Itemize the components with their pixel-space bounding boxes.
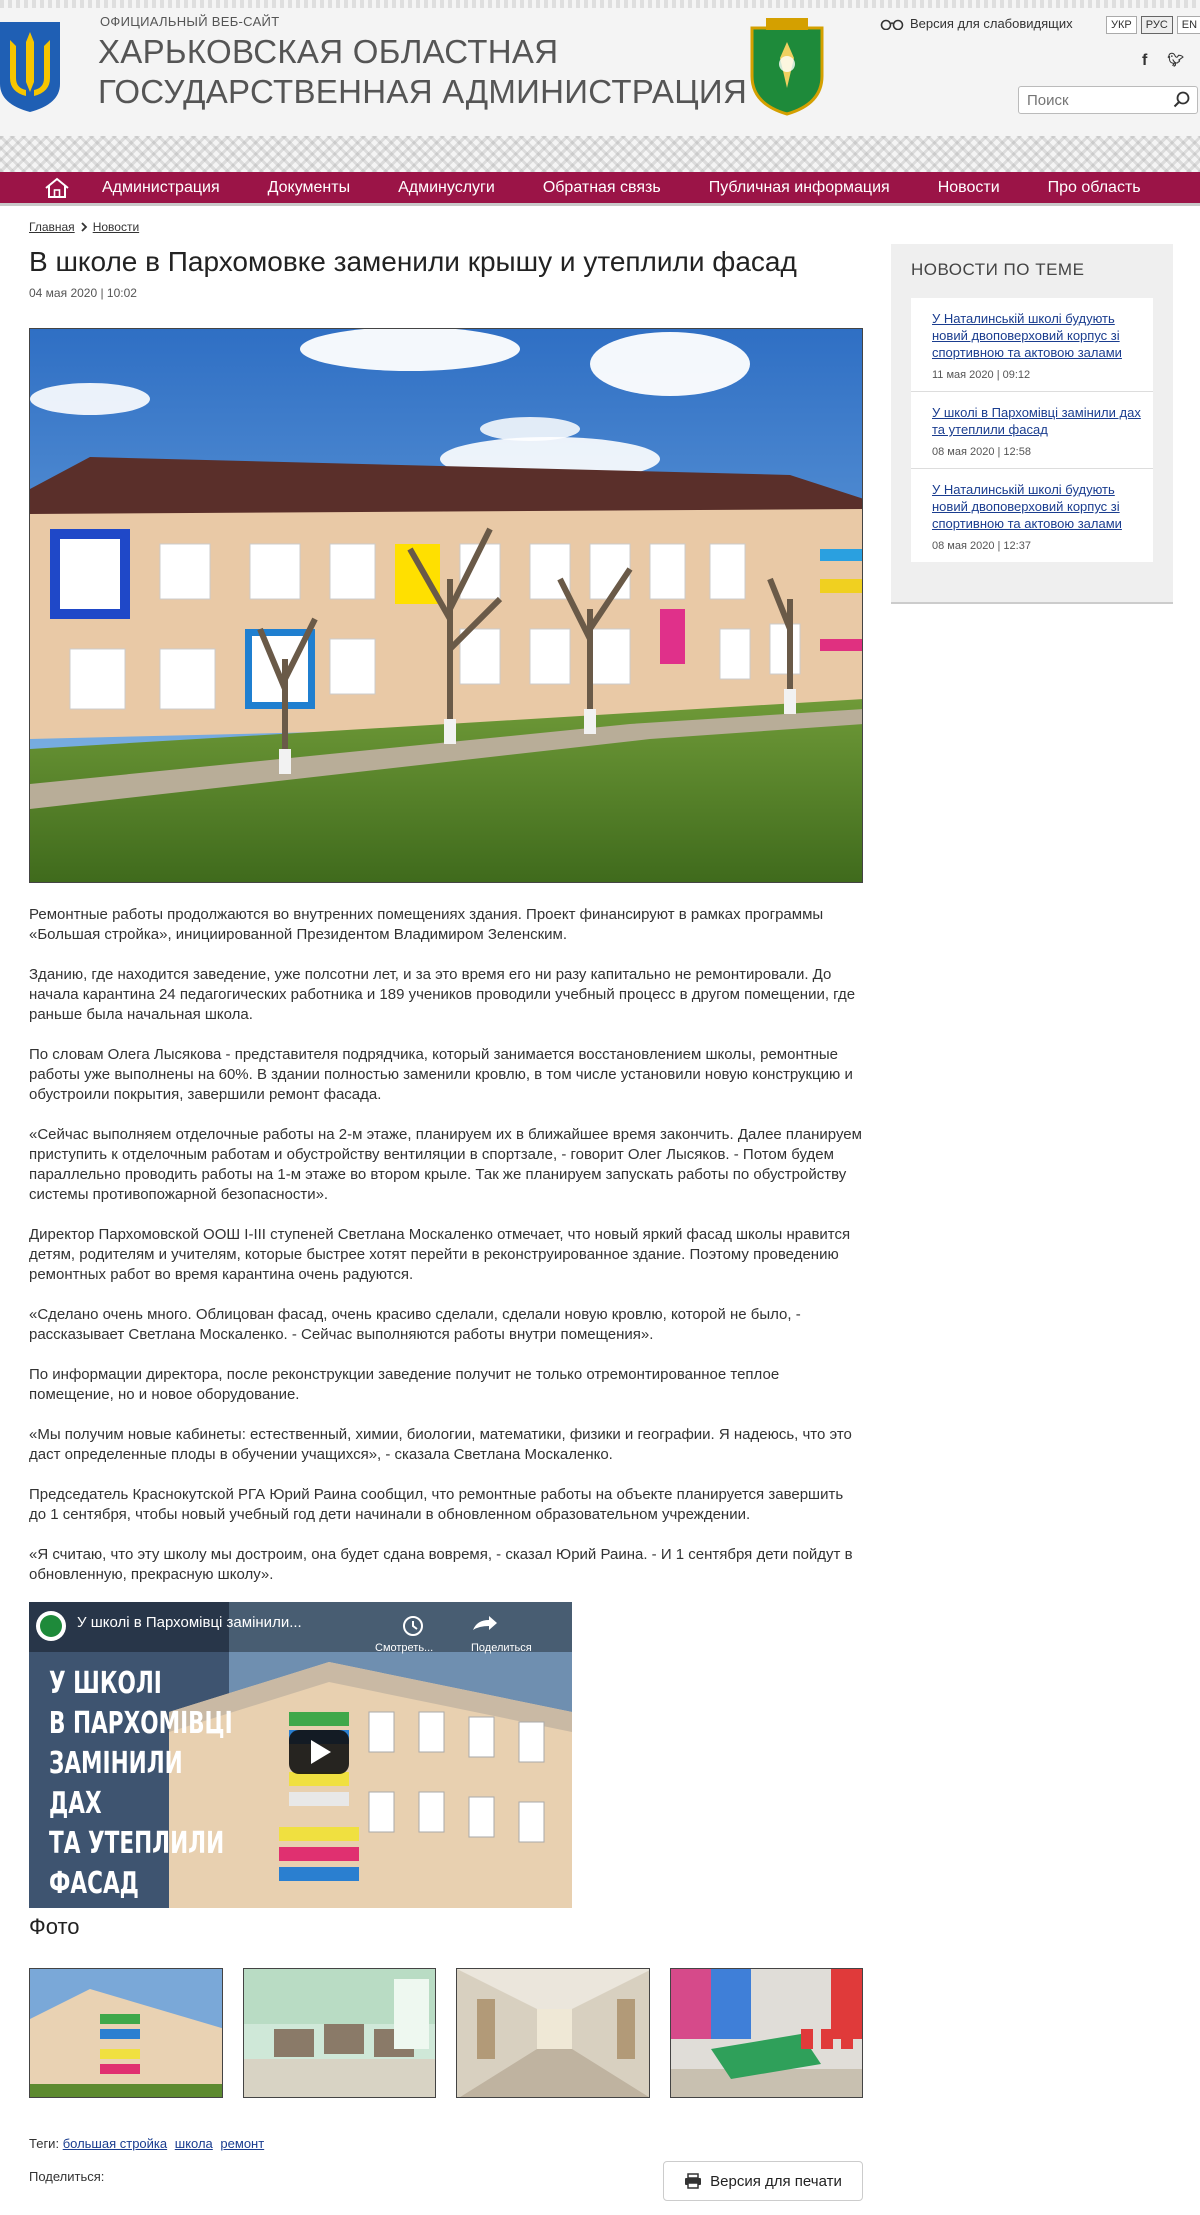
tag-link[interactable]: ремонт bbox=[220, 2136, 265, 2151]
related-news-link[interactable]: У Наталинській школі будують новий двоповерховий корпус зі спортивною та актовою залами bbox=[932, 482, 1122, 531]
article-paragraph: Ремонтные работы продолжаются во внутренних помещениях здания. Проект финансируют в рамках программы «Большая стройка», инициированной Президентом Владимиром Зеленским. bbox=[29, 906, 824, 943]
article-paragraph: По словам Олега Лысякова - представителя подрядчика, который занимается восстановлением школы, ремонтные работы уже выполнены на 60%. В здании полностью заменили кровлю, в том числе установили новую конструкцию и обустроили покрытия, завершили ремонт фасада. bbox=[29, 1046, 853, 1103]
tags-row bbox=[29, 2136, 863, 2151]
video-watch-later[interactable]: Смотреть... bbox=[375, 1642, 434, 1654]
article-paragraph: По информации директора, после реконструкции заведение получит не только отремонтированное теплое помещение, но и новое оборудование. bbox=[29, 1366, 780, 1403]
breadcrumb-home[interactable]: Главная bbox=[29, 220, 75, 234]
trident-logo-icon[interactable] bbox=[0, 22, 66, 112]
breadcrumb bbox=[29, 220, 139, 234]
photo-thumbnail[interactable] bbox=[670, 1968, 864, 2098]
related-news-date: 08 мая 2020 | 12:58 bbox=[932, 446, 1031, 458]
main-nav bbox=[0, 172, 1200, 206]
photo-gallery bbox=[29, 1968, 863, 2098]
article-hero-image[interactable] bbox=[29, 328, 863, 883]
nav-public-info[interactable]: Публичная информация bbox=[708, 178, 890, 196]
lang-rus[interactable]: РУС bbox=[1141, 16, 1173, 34]
article-date: 04 мая 2020 | 10:02 bbox=[29, 286, 137, 300]
video-overlay-line: У ШКОЛІ bbox=[49, 1666, 162, 1701]
site-header bbox=[0, 0, 1200, 172]
printer-icon bbox=[684, 2173, 702, 2189]
photo-thumbnail[interactable] bbox=[456, 1968, 650, 2098]
video-share[interactable]: Поделиться bbox=[471, 1642, 532, 1654]
facebook-icon[interactable]: f bbox=[1142, 52, 1148, 69]
social-links bbox=[1142, 52, 1184, 70]
video-player[interactable] bbox=[29, 1602, 572, 1908]
lang-ukr[interactable]: УКР bbox=[1106, 16, 1137, 34]
article-paragraph: «Сделано очень много. Облицован фасад, очень красиво сделали, сделали новую кровлю, которой не было, - рассказывает Светлана Москаленко. - Сейчас выполняются работы внутри помещения». bbox=[29, 1306, 801, 1343]
related-news-item bbox=[911, 468, 1153, 562]
related-news-item bbox=[911, 391, 1153, 468]
tags-label: Теги: bbox=[29, 2136, 60, 2151]
lang-en[interactable]: EN bbox=[1177, 16, 1200, 34]
video-overlay-line: ДАХ bbox=[49, 1786, 102, 1821]
video-title[interactable]: У школі в Пархомівці замінили... bbox=[77, 1614, 302, 1631]
home-icon[interactable] bbox=[42, 177, 72, 199]
site-title-line-1: ХАРЬКОВСКАЯ ОБЛАСТНАЯ bbox=[98, 33, 559, 70]
nav-about-region[interactable]: Про область bbox=[1047, 178, 1141, 196]
site-title[interactable] bbox=[98, 32, 747, 112]
search-box bbox=[1018, 86, 1198, 114]
video-overlay-line: В ПАРХОМІВЦІ bbox=[49, 1706, 233, 1741]
article-column bbox=[29, 244, 863, 2209]
article-paragraph: «Сейчас выполняем отделочные работы на 2-м этаже, планируем их в ближайшее время закончить. Далее планируем приступить к отделочным работам и обустройству вентиляции в спортзале, - говорит Олег Лысяков. - Потом будем параллельно проводить работы на 1-м этаже во втором крыле. Так же планируем запускать работы по обустройству системы противопожарной безопасности». bbox=[29, 1126, 862, 1203]
nav-administration[interactable]: Администрация bbox=[102, 178, 220, 196]
tag-link[interactable]: школа bbox=[174, 2136, 213, 2151]
share-label: Поделиться: bbox=[29, 2169, 105, 2184]
article-body bbox=[29, 905, 863, 1585]
article-paragraph: Председатель Краснокутской РГА Юрий Раина сообщил, что ремонтные работы на объекте планируется завершить до 1 сентября, чтобы новый учебный год дети начинали в обновленном образовательном учреждении. bbox=[29, 1486, 844, 1523]
article-title: В школе в Пархомовке заменили крышу и утеплили фасад bbox=[29, 246, 797, 277]
kharkiv-oblast-crest-icon bbox=[746, 18, 828, 116]
article-paragraph: «Мы получим новые кабинеты: естественный, химии, биологии, математики, физики и географии. Я надеюсь, что это даст определенные плоды в обучении учащихся», - сказала Светлана Москаленко. bbox=[29, 1426, 852, 1463]
nav-feedback[interactable]: Обратная связь bbox=[542, 178, 661, 196]
related-news-item bbox=[911, 298, 1153, 391]
article-paragraph: Директор Пархомовской ООШ I-III ступеней Светлана Москаленко отмечает, что новый яркий фасад школы нравится детям, родителям и учителям, которые быстрее хотят перейти в реконструированное здание. Поэтому проведению ремонтных работ во время карантина очень радуются. bbox=[29, 1226, 851, 1283]
tag-link[interactable]: большая стройка bbox=[62, 2136, 168, 2151]
article-paragraph: Зданию, где находится заведение, уже полсотни лет, и за это время его ни разу капитально не ремонтировали. До начала карантина 24 педагогических работника и 189 учеников проводили учебный процесс в другом помещении, где раньше была начальная школа. bbox=[29, 966, 856, 1023]
twitter-icon[interactable]: 🐦︎ bbox=[1167, 52, 1184, 67]
chevron-right-icon bbox=[79, 222, 89, 232]
photos-heading: Фото bbox=[29, 1914, 80, 1939]
print-version-button[interactable] bbox=[663, 2161, 863, 2201]
low-vision-label: Версия для слабовидящих bbox=[910, 16, 1073, 31]
glasses-icon bbox=[880, 18, 904, 30]
photo-thumbnail[interactable] bbox=[29, 1968, 223, 2098]
language-switcher bbox=[1106, 16, 1200, 34]
photo-thumbnail[interactable] bbox=[243, 1968, 437, 2098]
school-building-photo bbox=[30, 329, 863, 883]
print-version-label: Версия для печати bbox=[710, 2172, 842, 2190]
related-news-link[interactable]: У Наталинській школі будують новий двоповерховий корпус зі спортивною та актовою залами bbox=[932, 311, 1122, 360]
nav-documents[interactable]: Документы bbox=[267, 178, 351, 196]
breadcrumb-news[interactable]: Новости bbox=[92, 220, 140, 234]
related-news-link[interactable]: У школі в Пархомівці замінили дах та утеплили фасад bbox=[932, 405, 1141, 437]
site-title-line-2: ГОСУДАРСТВЕННАЯ АДМИНИСТРАЦИЯ bbox=[98, 73, 748, 110]
share-row bbox=[29, 2169, 863, 2209]
related-news-date: 08 мая 2020 | 12:37 bbox=[932, 540, 1031, 552]
video-overlay-text bbox=[49, 1664, 233, 1904]
article-paragraph: «Я считаю, что эту школу мы достроим, она будет сдана вовремя, - сказал Юрий Раина. - И 1 сентября дети пойдут в обновленную, прекрасную школу». bbox=[29, 1546, 853, 1583]
related-news-sidebar bbox=[891, 244, 1173, 604]
related-news-date: 11 мая 2020 | 09:12 bbox=[932, 369, 1031, 381]
related-news-title: НОВОСТИ ПО ТЕМЕ bbox=[911, 260, 1085, 279]
low-vision-link[interactable] bbox=[880, 16, 1073, 31]
search-input[interactable] bbox=[1019, 87, 1169, 113]
nav-news[interactable]: Новости bbox=[937, 178, 1000, 196]
video-overlay-line: ТА УТЕПЛИЛИ bbox=[49, 1826, 225, 1861]
site-subtitle: ОФИЦИАЛЬНЫЙ ВЕБ-САЙТ bbox=[100, 14, 280, 29]
nav-admin-services[interactable]: Админуслуги bbox=[398, 178, 495, 196]
video-overlay-line: ЗАМІНИЛИ bbox=[49, 1746, 183, 1781]
video-overlay-line: ФАСАД bbox=[49, 1866, 139, 1901]
header-ornament-bottom bbox=[0, 136, 1200, 172]
header-ornament-top bbox=[0, 0, 1200, 8]
search-icon[interactable] bbox=[1173, 91, 1191, 109]
